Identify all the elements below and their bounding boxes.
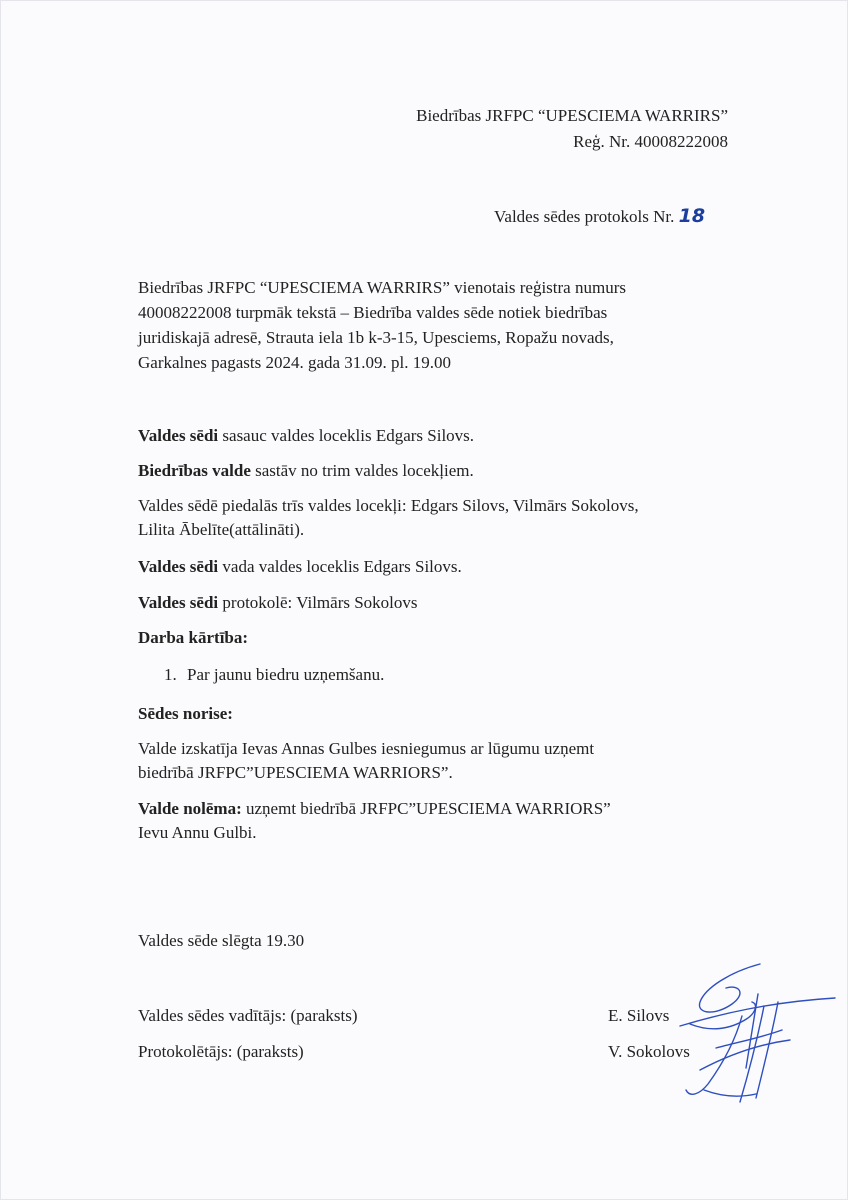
board-bold: Biedrības valde [138,461,251,480]
org-header: Biedrības JRFPC “UPESCIEMA WARRIRS” [416,106,728,125]
attendance-line-1: Valdes sēdē piedalās trīs valdes locekļi: Edgars Silovs, Vilmārs Sokolovs, [138,496,639,515]
agenda-item-marker: 1. [164,665,177,684]
chair-name: E. Silovs [608,1006,670,1025]
meeting-closed: Valdes sēde slēgta 19.30 [138,931,305,950]
decision-bold: Valde nolēma: [138,799,242,818]
proceedings-line-1: Valde izskatīja Ievas Annas Gulbes iesniegumus ar lūgumu uzņemt [138,739,595,758]
minutes-statement [138,591,418,614]
convened-bold: Valdes sēdi [138,426,219,445]
minutes-bold: Valdes sēdi [138,593,219,612]
board-rest: sastāv no trim valdes locekļiem. [250,461,474,480]
chair-statement [138,555,462,578]
chair-bold: Valdes sēdi [138,557,219,576]
decision-rest: uzņemt biedrībā JRFPC”UPESCIEMA WARRIORS” [241,799,611,818]
protocol-number-handwritten: 18 [678,205,706,227]
attendance-line-2: Lilita Ābelīte(attālināti). [138,520,305,539]
intro-line-1: Biedrības JRFPC “UPESCIEMA WARRIRS” vienotais reģistra numurs [138,278,626,297]
secretary-signature-label: Protokolētājs: (paraksts) [138,1042,304,1061]
convened-statement [138,424,474,447]
intro-line-2: 40008222008 turpmāk tekstā – Biedrība valdes sēde notiek biedrības [138,303,608,322]
decision-line-1 [138,797,611,820]
proceedings-heading: Sēdes norise: [138,704,233,723]
board-statement [138,459,474,482]
agenda-item [164,663,384,686]
decision-line-2: Ievu Annu Gulbi. [138,823,257,842]
registration-number: Reģ. Nr. 40008222008 [573,132,728,151]
chair-rest: vada valdes loceklis Edgars Silovs. [218,557,462,576]
protocol-label: Valdes sēdes protokols Nr. [494,207,675,226]
intro-line-3: juridiskajā adresē, Strauta iela 1b k-3-15, Upesciems, Ropažu novads, [138,328,614,347]
chair-signature-label: Valdes sēdes vadītājs: (paraksts) [138,1006,358,1025]
protocol-title [494,205,705,228]
minutes-rest: protokolē: Vilmārs Sokolovs [218,593,418,612]
convened-rest: sasauc valdes loceklis Edgars Silovs. [218,426,475,445]
agenda-item-text: Par jaunu biedru uzņemšanu. [187,665,385,684]
agenda-heading: Darba kārtība: [138,628,249,647]
secretary-name: V. Sokolovs [608,1042,690,1061]
intro-line-4: Garkalnes pagasts 2024. gada 31.09. pl. 19.00 [138,353,452,372]
handwritten-signatures [660,958,840,1108]
proceedings-line-2: biedrībā JRFPC”UPESCIEMA WARRIORS”. [138,763,453,782]
